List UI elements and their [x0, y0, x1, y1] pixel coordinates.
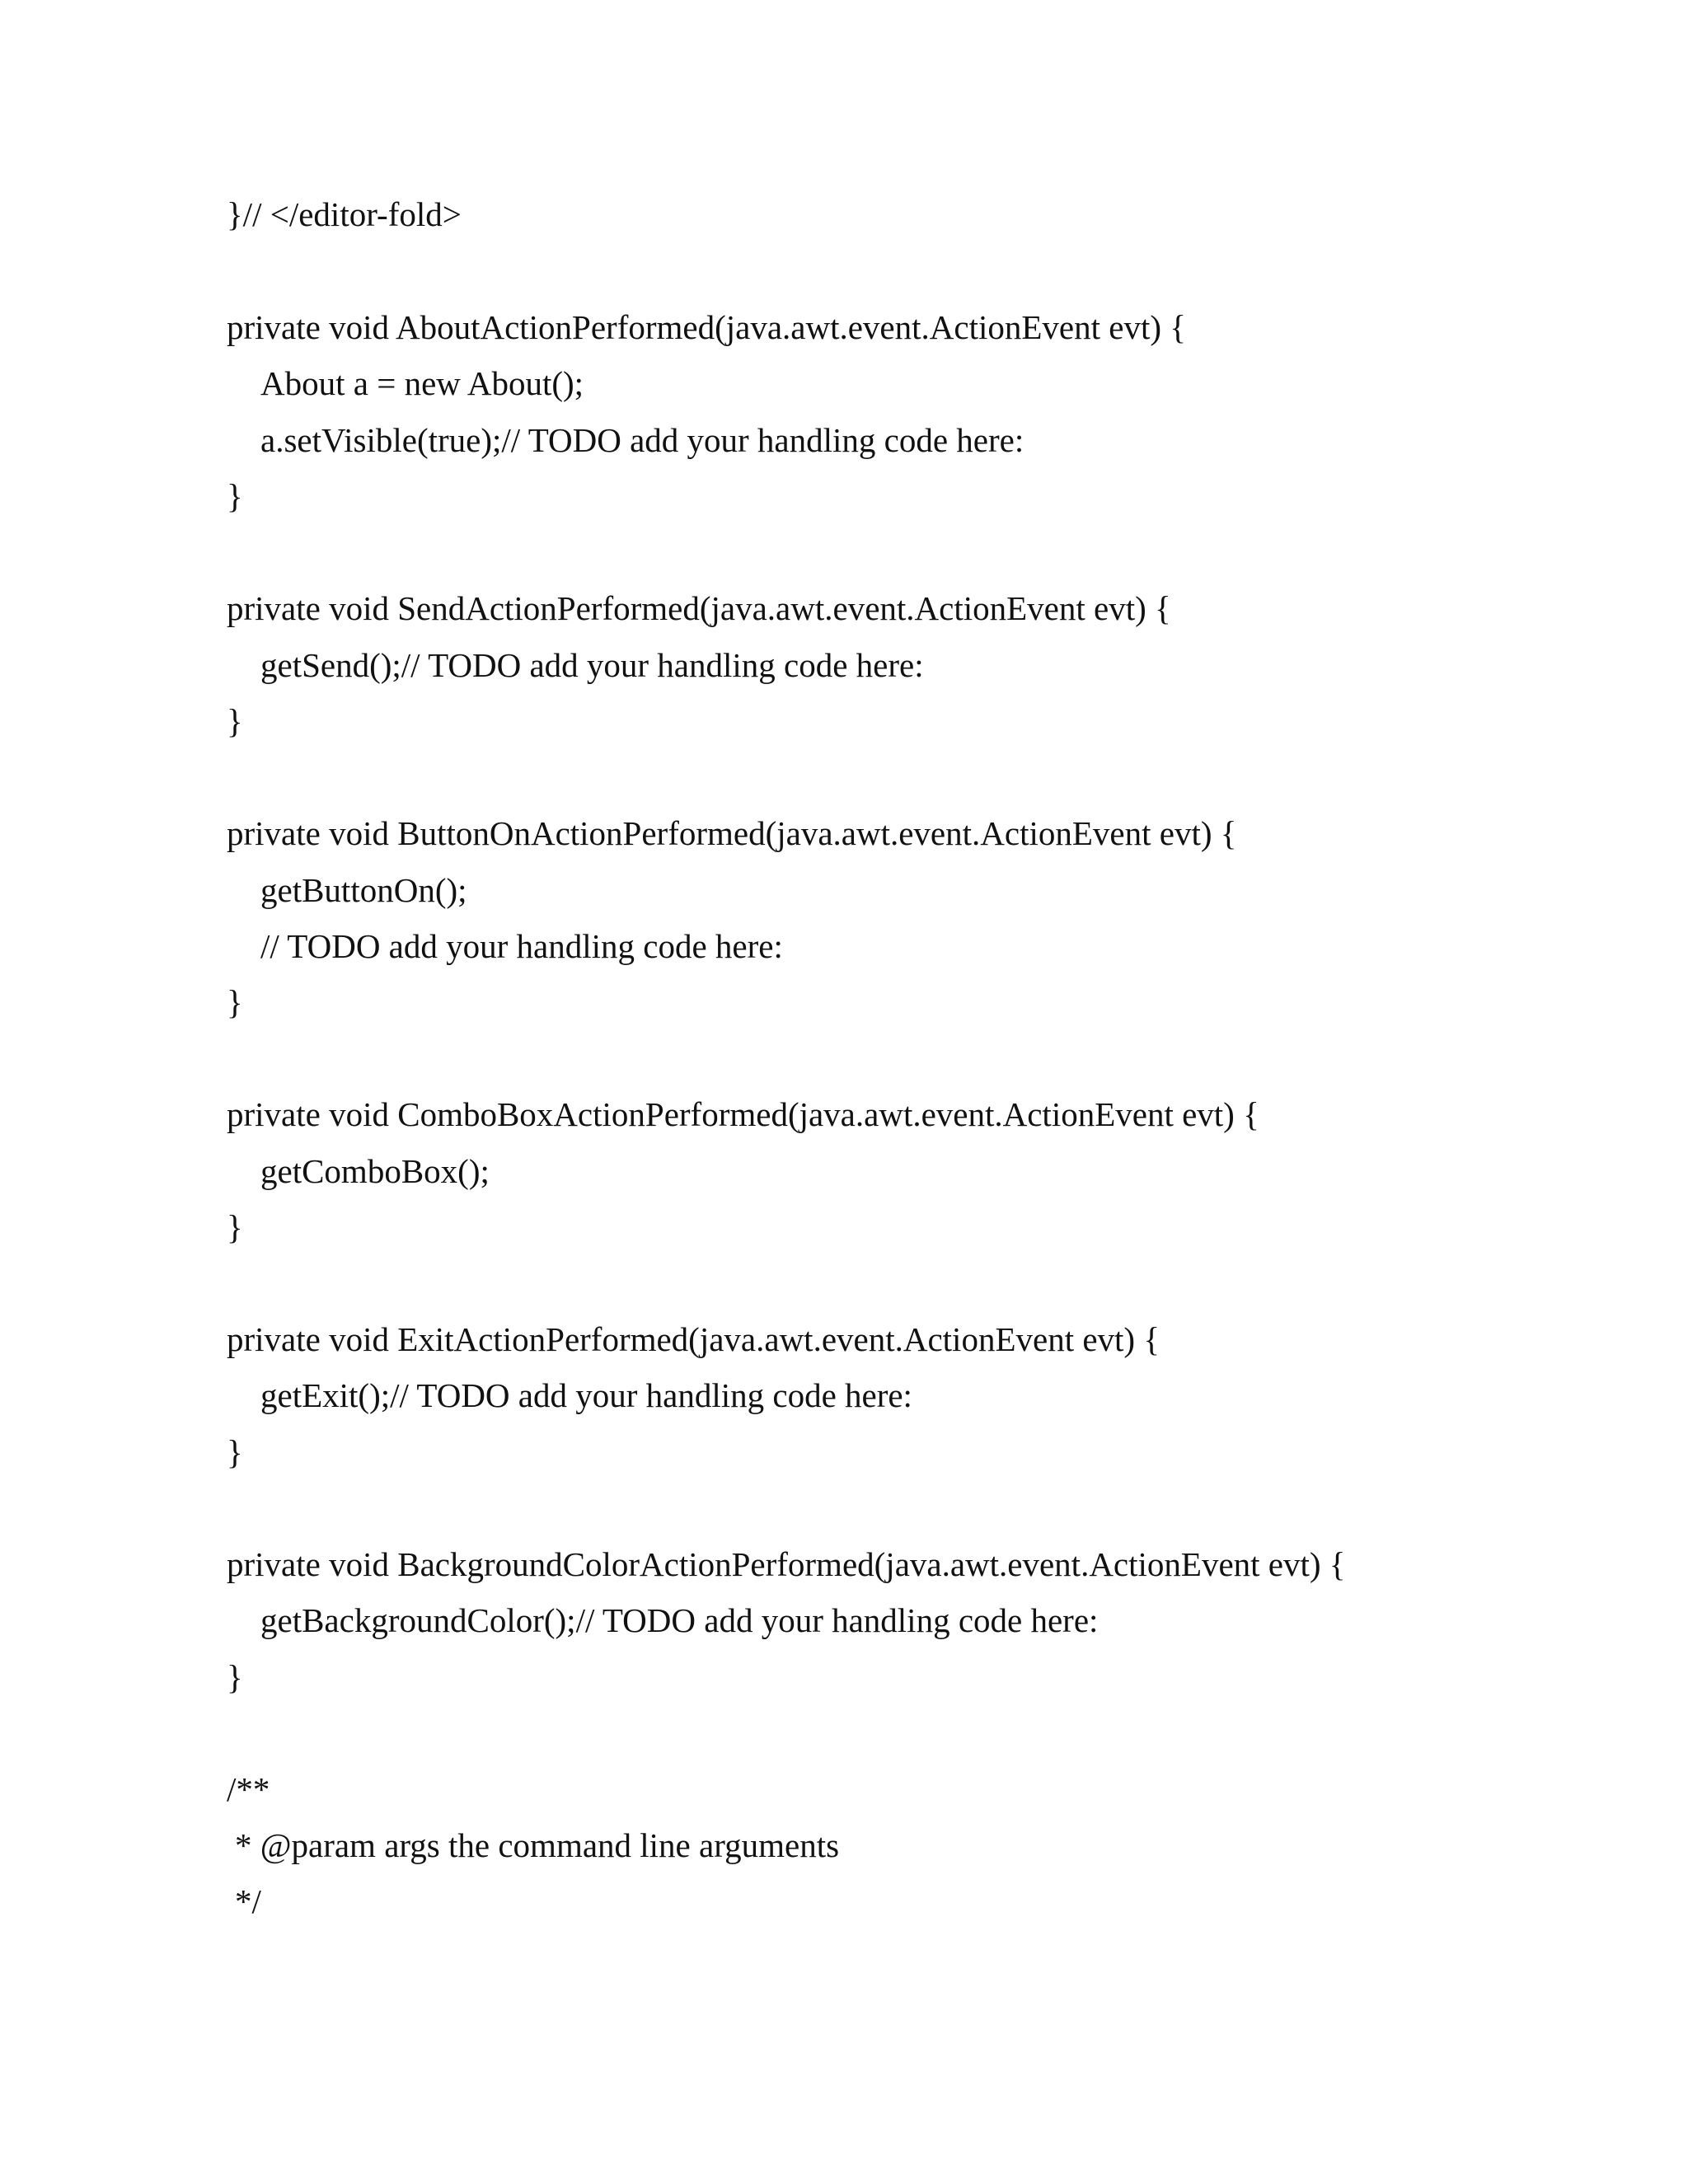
code-line-javadoc-param: * @param args the command line arguments [235, 1826, 840, 1864]
code-line-exit-close-brace: } [227, 1433, 243, 1471]
code-line-buttonon-method-signature: private void ButtonOnActionPerformed(java.awt.event.ActionEvent evt) { [227, 814, 1237, 852]
code-line-send-method-signature: private void SendActionPerformed(java.awt.event.ActionEvent evt) { [227, 589, 1171, 627]
code-line-exit-method-signature: private void ExitActionPerformed(java.awt.event.ActionEvent evt) { [227, 1320, 1160, 1358]
code-line-buttonon-close-brace: } [227, 983, 243, 1021]
code-line-editor-fold-end: }// </editor-fold> [227, 195, 462, 233]
code-line-about-method-signature: private void AboutActionPerformed(java.awt.event.ActionEvent evt) { [227, 308, 1186, 346]
code-line-backgroundcolor-close-brace: } [227, 1658, 243, 1696]
code-line-about-new: About a = new About(); [260, 364, 584, 402]
code-line-backgroundcolor-method-signature: private void BackgroundColorActionPerformed(java.awt.event.ActionEvent evt) { [227, 1545, 1346, 1583]
code-line-about-setvisible: a.setVisible(true);// TODO add your handling code here: [260, 421, 1025, 459]
code-line-javadoc-open: /** [227, 1770, 270, 1808]
code-line-javadoc-close: */ [235, 1882, 261, 1920]
code-line-buttonon-comment: // TODO add your handling code here: [260, 927, 783, 965]
code-line-backgroundcolor-body: getBackgroundColor();// TODO add your handling code here: [260, 1601, 1099, 1639]
code-line-combobox-close-brace: } [227, 1208, 243, 1246]
code-line-exit-body: getExit();// TODO add your handling code here: [260, 1376, 912, 1414]
code-line-send-body: getSend();// TODO add your handling code here: [260, 646, 924, 684]
code-line-send-close-brace: } [227, 702, 243, 740]
code-line-buttonon-call: getButtonOn(); [260, 871, 467, 909]
code-line-combobox-call: getComboBox(); [260, 1152, 490, 1190]
code-line-combobox-method-signature: private void ComboBoxActionPerformed(java.awt.event.ActionEvent evt) { [227, 1095, 1259, 1133]
code-line-about-close-brace: } [227, 477, 243, 515]
